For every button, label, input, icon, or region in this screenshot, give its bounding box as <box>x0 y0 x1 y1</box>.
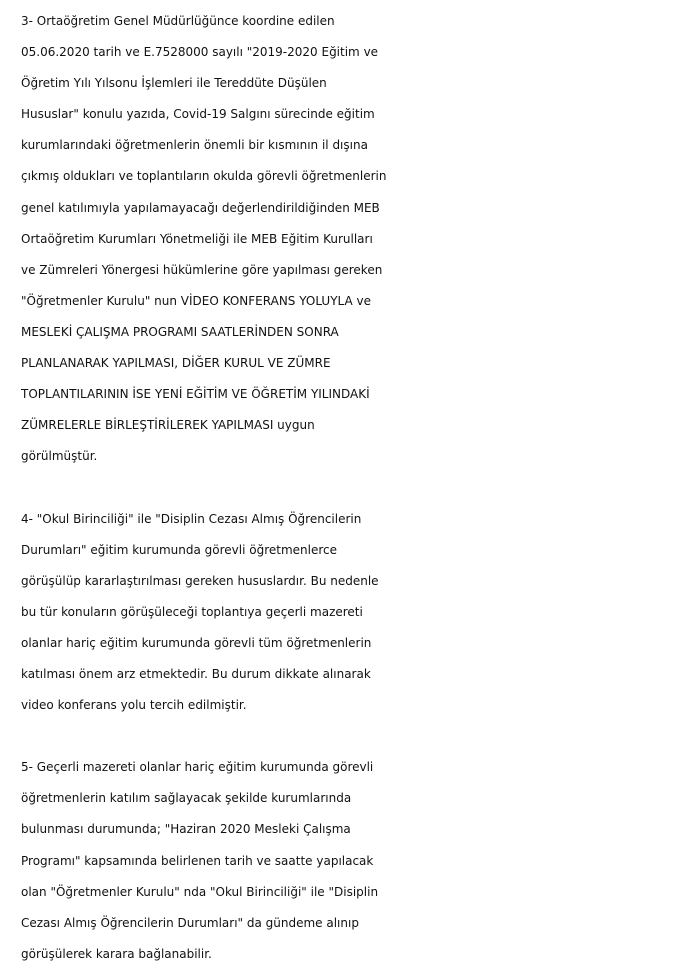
text-line: öğretmenlerin katılım sağlayacak şekilde kurumlarında <box>21 791 352 806</box>
text-line: PLANLANARAK YAPILMASI, DİĞER KURUL VE ZÜMRE <box>21 356 331 371</box>
document-body <box>0 6 698 970</box>
text-line: ve Zümreleri Yönergesi hükümlerine göre yapılması gereken <box>21 262 383 277</box>
text-line: Durumları" eğitim kurumunda görevli öğretmenlerce <box>21 542 338 557</box>
text-line: görülmüştür. <box>21 449 98 464</box>
text-line: katılması önem arz etmektedir. Bu durum dikkate alınarak <box>21 666 371 681</box>
text-line: olanlar hariç eğitim kurumunda görevli tüm öğretmenlerin <box>21 635 372 650</box>
text-line: bu tür konuların görüşüleceği toplantıya geçerli mazereti <box>21 604 363 619</box>
text-line: Programı" kapsamında belirlenen tarih ve saatte yapılacak <box>21 853 374 868</box>
text-line: "Öğretmenler Kurulu" nun VİDEO KONFERANS YOLUYLA ve <box>21 293 372 308</box>
text-line: video konferans yolu tercih edilmiştir. <box>21 698 247 713</box>
text-line: kurumlarındaki öğretmenlerin önemli bir kısmının il dışına <box>21 138 368 153</box>
text-line: görüşülüp kararlaştırılması gereken hususlardır. Bu nedenle <box>21 573 379 588</box>
text-line: olan "Öğretmenler Kurulu" nda "Okul Birinciliği" ile "Disiplin <box>21 884 379 899</box>
paragraph-item-5 <box>21 752 698 970</box>
paragraph-item-3 <box>21 6 698 472</box>
text-line: bulunması durumunda; "Haziran 2020 Mesleki Çalışma <box>21 822 351 837</box>
text-line: Öğretim Yılı Yılsonu İşlemleri ile Tereddüte Düşülen <box>21 76 327 91</box>
text-line: genel katılımıyla yapılamayacağı değerlendirildiğinden MEB <box>21 200 380 215</box>
text-line: çıkmış oldukları ve toplantıların okulda görevli öğretmenlerin <box>21 169 387 184</box>
text-line: ZÜMRELERLE BİRLEŞTİRİLEREK YAPILMASI uygun <box>21 418 315 433</box>
text-line: TOPLANTILARININ İSE YENİ EĞİTİM VE ÖĞRETİM YILINDAKİ <box>21 387 370 402</box>
text-line: Hususlar" konulu yazıda, Covid-19 Salgını sürecinde eğitim <box>21 107 375 122</box>
text-line: görüşülerek karara bağlanabilir. <box>21 946 212 961</box>
text-line: 3- Ortaöğretim Genel Müdürlüğünce koordine edilen <box>21 14 335 28</box>
text-line: 4- "Okul Birinciliği" ile "Disiplin Cezası Almış Öğrencilerin <box>21 511 362 526</box>
text-line: Ortaöğretim Kurumları Yönetmeliği ile MEB Eğitim Kurulları <box>21 231 373 246</box>
text-line: 5- Geçerli mazereti olanlar hariç eğitim kurumunda görevli <box>21 760 374 775</box>
paragraph-item-4 <box>21 504 698 722</box>
text-line: MESLEKİ ÇALIŞMA PROGRAMI SAATLERİNDEN SONRA <box>21 324 339 339</box>
text-line: Cezası Almış Öğrencilerin Durumları" da gündeme alınıp <box>21 915 359 930</box>
text-line: 05.06.2020 tarih ve E.7528000 sayılı "2019-2020 Eğitim ve <box>21 45 379 60</box>
